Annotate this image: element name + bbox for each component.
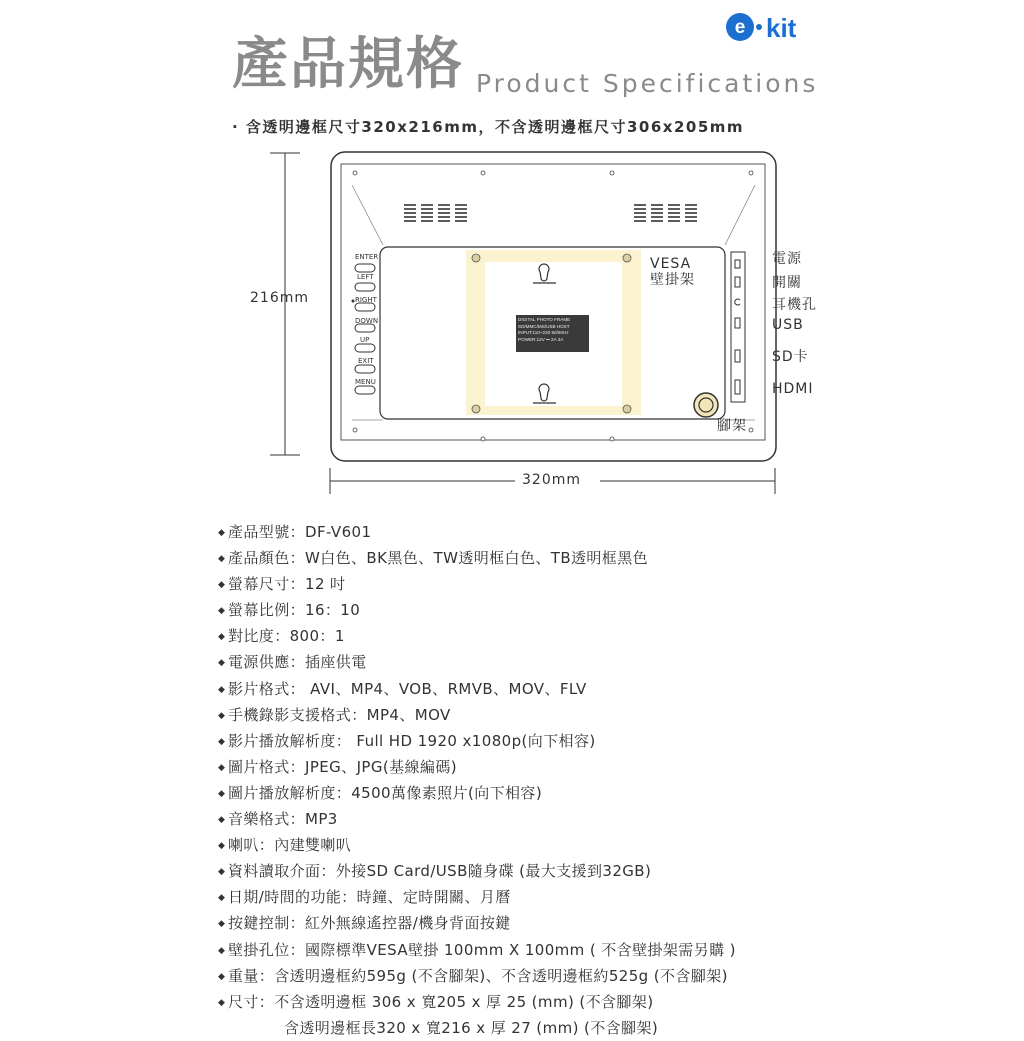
bullet-icon: ◆ xyxy=(218,919,226,930)
bullet-icon: ◆ xyxy=(218,945,226,956)
bullet-icon: ◆ xyxy=(218,867,226,878)
vesa-label-line: 壁掛架 xyxy=(650,272,695,288)
bullet-icon: ◆ xyxy=(218,893,226,904)
bullet-icon: ◆ xyxy=(218,997,226,1008)
spec-item xyxy=(218,859,998,885)
size-summary: · 含透明邊框尺寸320x216mm，不含透明邊框尺寸306x205mm xyxy=(232,118,745,136)
spec-text: 重量：含透明邊框約595g (不含腳架)、不含透明邊框約525g (不含腳架) xyxy=(228,966,728,985)
spec-text: 按鍵控制：紅外無線遙控器/機身背面按鍵 xyxy=(228,914,511,933)
port-label-switch: 開關 xyxy=(772,275,802,291)
bullet-icon: ◆ xyxy=(218,815,226,826)
svg-text:e: e xyxy=(734,17,746,38)
port-label-hdmi: HDMI xyxy=(772,381,814,397)
spec-item xyxy=(218,677,998,703)
port-label-headphone: 耳機孔 xyxy=(772,297,817,313)
spec-text: 對比度：800：1 xyxy=(228,627,345,646)
vesa-label xyxy=(650,256,695,288)
height-dimension: 216mm xyxy=(250,290,309,306)
spec-item xyxy=(218,781,998,807)
sticker-line: DIGITAL PHOTO FRAME xyxy=(518,317,571,322)
page-title-english: Product Specifications xyxy=(476,69,819,98)
page-title: 產品規格 xyxy=(232,32,464,97)
spec-text: 產品型號：DF-V601 xyxy=(228,523,372,541)
bullet-icon: ◆ xyxy=(218,710,226,721)
port-label-usb: USB xyxy=(772,317,804,333)
bullet-icon: ◆ xyxy=(218,736,226,747)
spec-text: 影片格式： AVI、MP4、VOB、RMVB、MOV、FLV xyxy=(228,679,587,698)
bullet-icon: ◆ xyxy=(218,788,226,799)
bullet-icon: ◆ xyxy=(218,841,226,852)
vesa-label-line: VESA xyxy=(650,256,692,272)
bullet-icon: ◆ xyxy=(218,554,226,565)
bullet-icon: ◆ xyxy=(218,658,226,669)
spec-list xyxy=(218,520,998,1041)
ekit-logo xyxy=(724,6,834,46)
spec-item xyxy=(218,624,998,650)
spec-text: 產品顏色：W白色、BK黑色、TW透明框白色、TB透明框黑色 xyxy=(228,549,649,568)
spec-item xyxy=(218,546,998,572)
spec-text: 喇叭：內建雙喇叭 xyxy=(228,836,352,855)
button-label: UP xyxy=(360,336,370,344)
spec-item xyxy=(218,755,998,781)
spec-item xyxy=(218,990,998,1016)
button-label: RIGHT xyxy=(355,296,377,304)
spec-text: 螢幕尺寸：12 吋 xyxy=(228,575,346,594)
width-dimension: 320mm xyxy=(522,472,581,488)
spec-text: 音樂格式：MP3 xyxy=(228,810,338,829)
spec-item xyxy=(218,703,998,729)
port-label-power: 電源 xyxy=(772,251,802,267)
button-label: DOWN xyxy=(355,317,379,325)
spec-item-continuation: 含透明邊框長320 x 寬216 x 厚 27 (mm) (不含腳架) xyxy=(284,1018,659,1037)
spec-text: 電源供應：插座供電 xyxy=(228,653,367,672)
spec-text: 日期/時間的功能：時鐘、定時開關、月曆 xyxy=(228,888,511,907)
svg-text:kit: kit xyxy=(766,13,797,43)
bullet-icon: ◆ xyxy=(218,971,226,982)
bullet-icon: ◆ xyxy=(218,528,226,538)
spec-text: 壁掛孔位：國際標準VESA壁掛 100mm X 100mm ( 不含壁掛架需另購 ) xyxy=(228,940,736,959)
spec-item xyxy=(218,885,998,911)
spec-item xyxy=(218,598,998,624)
sticker-line: SD/MMC/MS/USB HOST xyxy=(518,323,570,329)
spec-text: 手機錄影支援格式：MP4、MOV xyxy=(228,705,451,724)
rating-sticker xyxy=(518,317,588,343)
stand-label: 腳架 xyxy=(717,418,747,434)
bullet-icon: ◆ xyxy=(218,762,226,773)
bullet-icon: ◆ xyxy=(218,606,226,617)
bullet-icon: ◆ xyxy=(218,580,226,591)
spec-item xyxy=(218,807,998,833)
port-label-sd: SD卡 xyxy=(772,349,809,365)
spec-item xyxy=(218,911,998,937)
spec-item xyxy=(218,964,998,990)
button-label: EXIT xyxy=(358,357,374,365)
spec-item xyxy=(218,572,998,598)
spec-text: 圖片格式：JPEG、JPG(基線編碼) xyxy=(228,757,457,776)
sticker-line: INPUT:110~220 50/60Hz xyxy=(518,330,569,335)
sticker-line: POWER:12V ⎓ 2A 3A xyxy=(518,336,564,342)
spec-text: 圖片播放解析度：4500萬像素照片(向下相容) xyxy=(228,783,543,802)
spec-item xyxy=(218,833,998,859)
spec-item xyxy=(218,520,998,546)
spec-text: 尺寸：不含透明邊框 306 x 寬205 x 厚 25 (mm) (不含腳架) xyxy=(228,992,654,1011)
spec-item xyxy=(218,650,998,676)
button-label: LEFT xyxy=(357,273,374,281)
spec-text: 螢幕比例：16：10 xyxy=(228,601,361,620)
spec-item xyxy=(218,729,998,755)
spec-item xyxy=(218,938,998,964)
spec-text: 影片播放解析度： Full HD 1920 x1080p(向下相容) xyxy=(228,731,596,750)
product-rear-diagram xyxy=(0,140,1024,510)
button-label: MENU xyxy=(355,378,376,386)
bullet-icon: ◆ xyxy=(218,632,226,643)
button-label: ENTER xyxy=(355,253,379,261)
spec-text: 資料讀取介面：外接SD Card/USB隨身碟 (最大支援到32GB) xyxy=(228,862,652,881)
bullet-icon: ◆ xyxy=(218,684,226,695)
